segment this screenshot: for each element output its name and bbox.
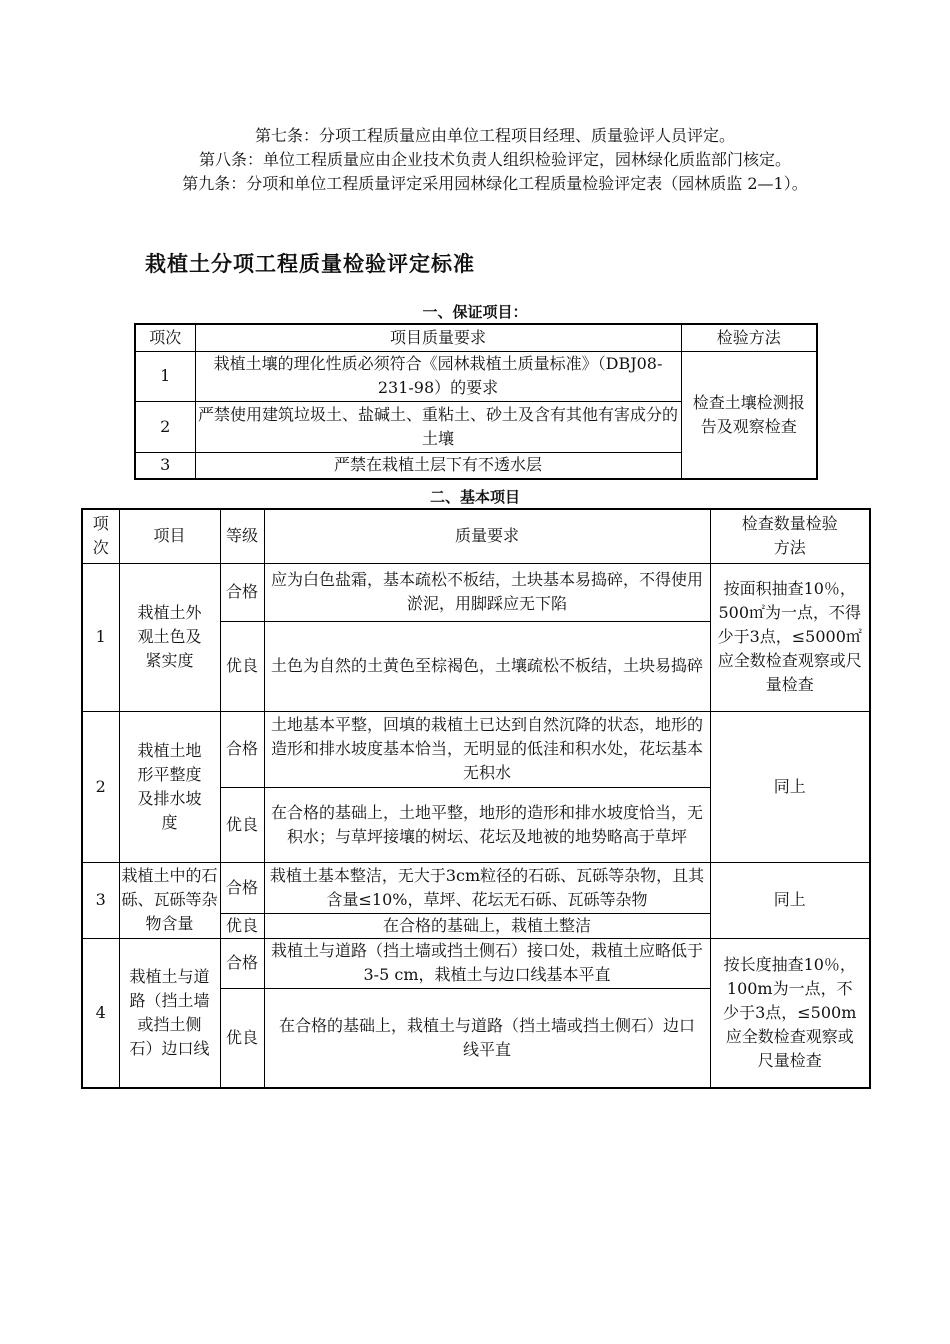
row-method: 按长度抽查10％，100m为一点，不少于3点，≤500m应全数检查观察或尺量检查 — [710, 938, 870, 1088]
table-row — [82, 563, 870, 621]
row-no: 2 — [135, 401, 195, 452]
requirement-good: 土色为自然的土黄色至棕褐色，土壤疏松不板结，土块易捣碎 — [264, 621, 710, 711]
intro-articles — [180, 124, 810, 196]
header-method: 检验方法 — [681, 324, 817, 351]
row-no: 2 — [82, 711, 119, 862]
row-no: 4 — [82, 938, 119, 1088]
header-requirement: 项目质量要求 — [195, 324, 681, 351]
guarantee-table — [134, 323, 818, 480]
grade-good: 优良 — [220, 621, 264, 711]
row-method: 同上 — [710, 862, 870, 938]
grade-good: 优良 — [220, 913, 264, 938]
header-no: 项次 — [135, 324, 195, 351]
header-method: 检查数量检验方法 — [710, 509, 870, 563]
row-requirement: 严禁在栽植土层下有不透水层 — [195, 452, 681, 479]
method-cell: 检查土壤检测报告及观察检查 — [681, 351, 817, 479]
row-item: 栽植土中的石砾、瓦砾等杂物含量 — [119, 862, 220, 938]
row-item: 栽植土地形平整度及排水坡度 — [119, 711, 220, 862]
requirement-good: 在合格的基础上，栽植土整洁 — [264, 913, 710, 938]
row-no: 1 — [135, 351, 195, 401]
grade-pass: 合格 — [220, 563, 264, 621]
article-8: 第八条：单位工程质量应由企业技术负责人组织检验评定，园林绿化质监部门核定。 — [198, 150, 791, 169]
row-no: 3 — [135, 452, 195, 479]
row-requirement: 严禁使用建筑垃圾土、盐碱土、重粘土、砂土及含有其他有害成分的土壤 — [195, 401, 681, 452]
table-row — [82, 711, 870, 787]
table-row — [82, 862, 870, 913]
grade-pass: 合格 — [220, 862, 264, 913]
guarantee-heading: 一、保证项目： — [422, 303, 528, 321]
table-header-row — [135, 324, 817, 351]
grade-pass: 合格 — [220, 938, 264, 988]
basic-heading: 二、基本项目 — [429, 488, 520, 506]
grade-pass: 合格 — [220, 711, 264, 787]
grade-good: 优良 — [220, 988, 264, 1088]
row-item: 栽植土外观土色及紧实度 — [119, 563, 220, 711]
row-method: 同上 — [710, 711, 870, 862]
table-row — [135, 351, 817, 401]
row-method: 按面积抽查10％，500㎡为一点，不得少于3点，≤5000㎡应全数检查观察或尺量检查 — [710, 563, 870, 711]
basic-table — [81, 508, 871, 1089]
header-no: 项次 — [82, 509, 119, 563]
header-item: 项目 — [119, 509, 220, 563]
header-requirement: 质量要求 — [264, 509, 710, 563]
requirement-pass: 栽植土基本整洁，无大于3cm粒径的石砾、瓦砾等杂物，且其含量≤10%，草坪、花坛无石砾、瓦砾等杂物 — [264, 862, 710, 913]
row-item: 栽植土与道路（挡土墙或挡土侧石）边口线 — [119, 938, 220, 1088]
table-header-row — [82, 509, 870, 563]
row-no: 3 — [82, 862, 119, 938]
table-row — [82, 938, 870, 988]
article-9: 第九条：分项和单位工程质量评定采用园林绿化工程质量检验评定表（园林质监 2—1）。 — [182, 174, 808, 193]
header-grade: 等级 — [220, 509, 264, 563]
requirement-pass: 栽植土与道路（挡土墙或挡土侧石）接口处，栽植土应略低于3-5 cm，栽植土与边口线基本平直 — [264, 938, 710, 988]
article-7: 第七条：分项工程质量应由单位工程项目经理、质量验评人员评定。 — [254, 126, 735, 145]
row-requirement: 栽植土壤的理化性质必须符合《园林栽植土质量标准》（DBJ08-231-98）的要求 — [195, 351, 681, 401]
grade-good: 优良 — [220, 787, 264, 862]
requirement-good: 在合格的基础上，土地平整，地形的造形和排水坡度恰当，无积水；与草坪接壤的树坛、花坛及地被的地势略高于草坪 — [264, 787, 710, 862]
row-no: 1 — [82, 563, 119, 711]
requirement-pass: 应为白色盐霜，基本疏松不板结，土块基本易捣碎，不得使用淤泥，用脚踩应无下陷 — [264, 563, 710, 621]
requirement-good: 在合格的基础上，栽植土与道路（挡土墙或挡土侧石）边口线平直 — [264, 988, 710, 1088]
requirement-pass: 土地基本平整，回填的栽植土已达到自然沉降的状态，地形的造形和排水坡度基本恰当，无明显的低洼和积水处，花坛基本无积水 — [264, 711, 710, 787]
page-title: 栽植土分项工程质量检验评定标准 — [145, 252, 475, 276]
